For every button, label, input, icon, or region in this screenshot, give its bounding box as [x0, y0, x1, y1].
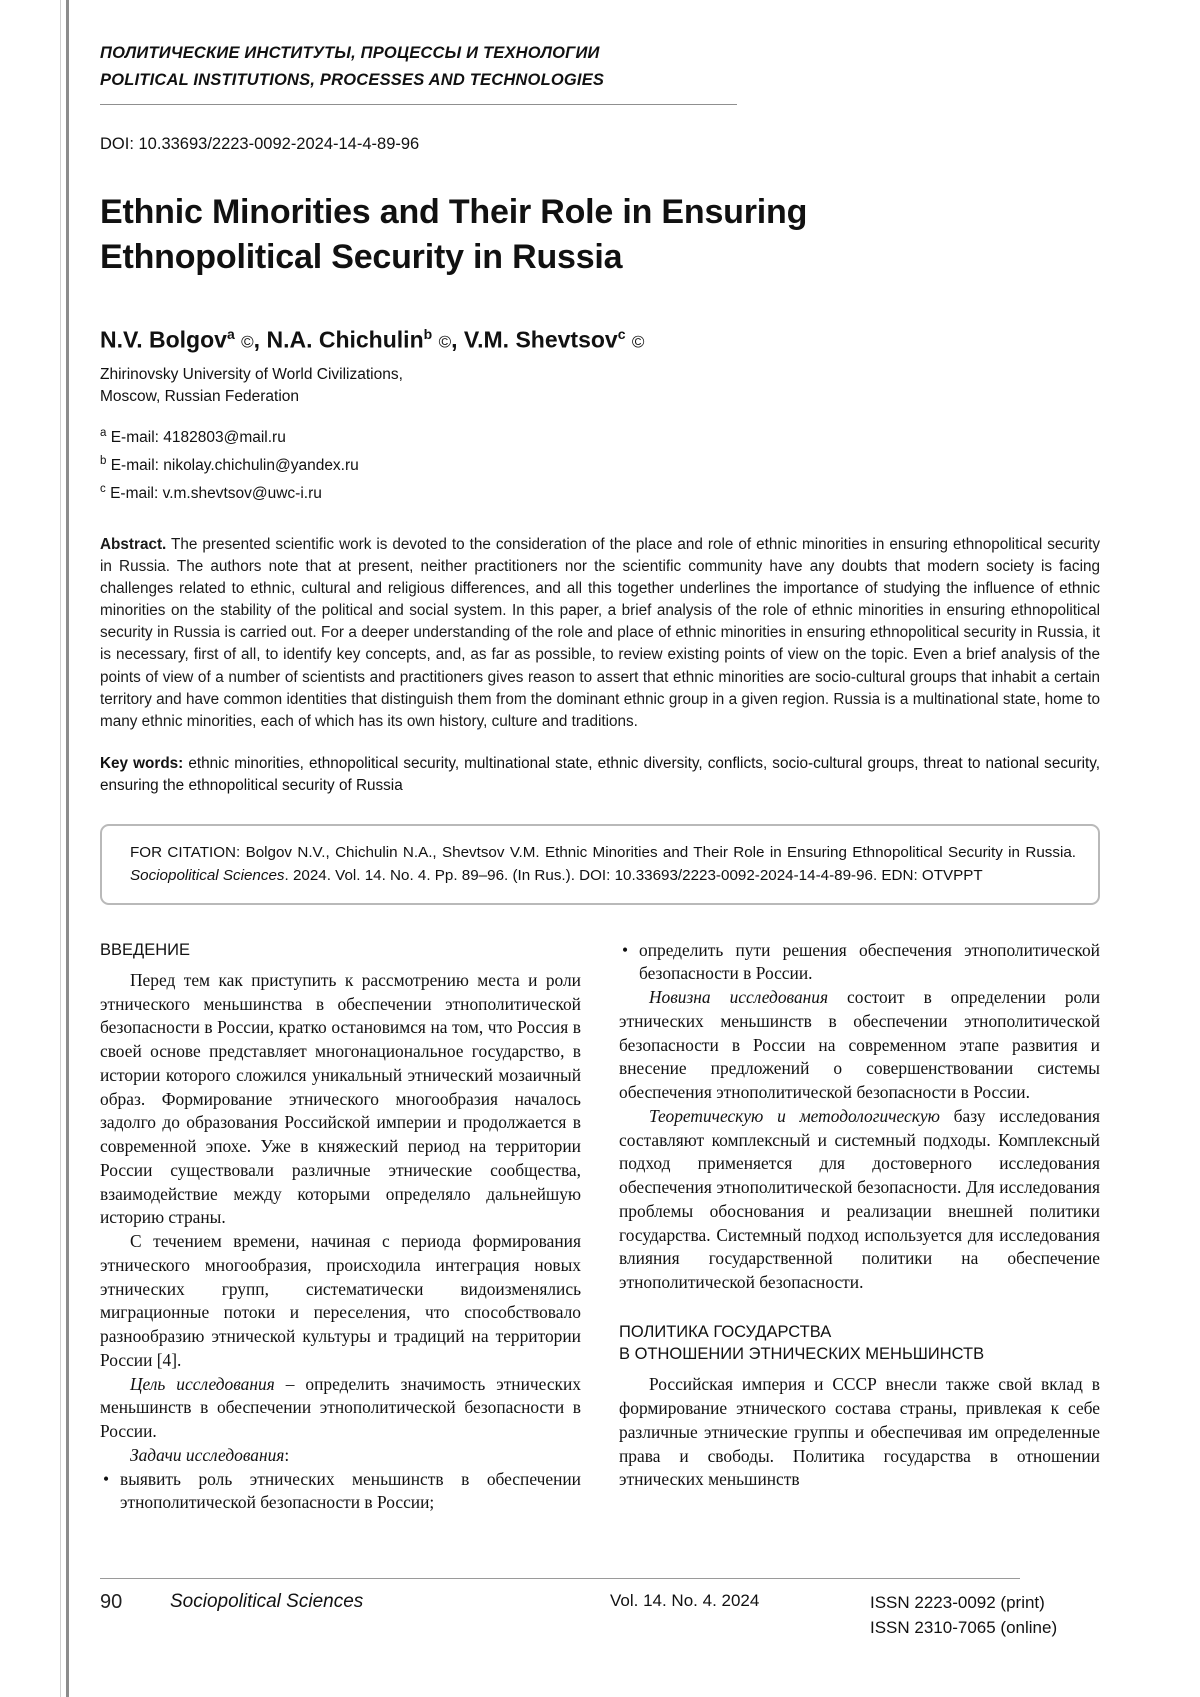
novelty-text: состоит в определении роли этнических меньшинств в обеспечении этнополитической безопасности в России на современном этапе развития и внесение предложений о совершенствовании системы обеспечения этнополитической безопасности в России. [619, 987, 1100, 1103]
goal-text: – определить значимость этнических меньшинств в обеспечении этнополитической безопасности в России. [100, 1373, 581, 1442]
abstract-text: The presented scientific work is devoted to the consideration of the place and role of ethnic minorities in ensuring ethnopolitical security in Russia. The authors note that at present, neither practitioners nor the scientific community have any doubts that modern society is facing challenges related to ethnic, cultural and religious differences, and all this together underlines the importance of studying the influence of ethnic minorities on the stability of the political and social system. In this paper, a brief analysis of the role of ethnic minorities in ensuring ethnopolitical security in Russia is carried out. For a deeper understanding of the role and place of ethnic minorities in ensuring ethnopolitical security in Russia, it is necessary, first of all, to identify key concepts, and, as far as possible, to review existing points of view on the topic. Even a brief analysis of the points of view of a number of scientists and practitioners gives reason to assert that ethnic minorities are socio-cultural groups that inhabit a certain territory and have common identities that distinguish them from the dominant ethnic group in a given region. Russia is a multinational state, home to many ethnic minorities, each of which has its own history, culture and traditions. [100, 535, 1100, 730]
affiliation-line-2: Moscow, Russian Federation [100, 388, 300, 406]
methodology-label: Теоретическую и методологическую [649, 1105, 940, 1126]
email-text-b[interactable]: E-mail: nikolay.chichulin@yandex.ru [110, 457, 359, 475]
page-left-rule-thin [60, 0, 61, 1697]
paragraph-novelty [619, 986, 1100, 1105]
page-number: 90 [100, 1591, 123, 1613]
keywords-text: ethnic minorities, ethnopolitical security, multinational state, ethnic diversity, conflicts, socio-cultural groups, threat to national security, ensuring the ethnopolitical security of Russia [100, 755, 1101, 795]
email-text-c[interactable]: E-mail: v.m.shevtsov@uwc-i.ru [110, 485, 322, 503]
email-text-a[interactable]: E-mail: 4182803@mail.ru [110, 428, 286, 446]
footer-volume-info: Vol. 14. No. 4. 2024 [610, 1591, 760, 1610]
paragraph-state-policy-1: Российская империя и СССР внесли также свой вклад в формирование этнического состава страны, привлекая к себе различные этнические группы и обеспечивая им определенные права и свободы. Политика государства в отношении этнических меньшинств [619, 1374, 1100, 1490]
novelty-label: Новизна исследования [649, 987, 829, 1008]
keywords-label: Key words: [100, 755, 184, 773]
list-item: • выявить роль этнических меньшинств в обеспечении этнополитической безопасности в России; [100, 1468, 581, 1516]
author-2-name: N.A. Chichulin [266, 326, 424, 353]
goal-label: Цель исследования [130, 1373, 275, 1394]
footer-issn [870, 1591, 1100, 1640]
tasks-list-right [619, 939, 1100, 987]
tasks-label: Задачи исследования [130, 1444, 285, 1465]
footer-journal-name: Sociopolitical Sciences [170, 1591, 364, 1612]
running-head-en: POLITICAL INSTITUTIONS, PROCESSES AND TECHNOLOGIES [100, 71, 605, 90]
footer-divider [100, 1578, 1020, 1579]
email-item-c [100, 479, 1100, 507]
tasks-colon: : [284, 1444, 290, 1465]
email-item-b [100, 451, 1100, 479]
paragraph-tasks-label [100, 1444, 581, 1468]
paragraph-intro-1: Перед тем как приступить к рассмотрению места и роли этнического меньшинства в обеспечении этнополитической безопасности в России, кратко остановимся на том, что Россия в своей основе представляет многонациональное государство, в истории которого сложился уникальный этнический мозаичный образ. Формирование этнического многообразия началось задолго до образования Российской империи и продолжается в современной эпохе. Уже в княжеский период на территории России существовали различные этнические сообщества, взаимодействие между которыми определяло дальнейшую историю страны. [100, 969, 581, 1228]
column-right [619, 939, 1100, 1516]
paragraph-intro-2: С течением времени, начиная с периода формирования этнического многообразия, происходила интеграция новых этнических групп, систематически видоизменялись миграционные потоки и переселения, что способствовало разнообразию этнической культуры и традиций на территории России [4]. [100, 1231, 581, 1370]
methodology-text: базу исследования составляют комплексный и системный подходы. Комплексный подход применяется для достоверного исследования обеспечения этнополитической безопасности. Для исследования проблемы обоснования и реализации внешней политики государства. Системный подход используется для исследования влияния государственной политики на обеспечение этнополитической безопасности. [619, 1105, 1100, 1293]
section-heading-state-policy-line-1: ПОЛИТИКА ГОСУДАРСТВА [619, 1322, 832, 1341]
keywords-block [100, 753, 1100, 797]
citation-prefix: FOR CITATION: Bolgov N.V., Chichulin N.A., Shevtsov V.M. Ethnic Minorities and Their Role in Ensuring Ethnopolitical Security in Russia. [130, 843, 1076, 861]
issn-online: ISSN 2310-7065 (online) [870, 1617, 1058, 1637]
email-item-a [100, 423, 1100, 451]
section-heading-introduction: ВВЕДЕНИЕ [100, 940, 190, 959]
list-item: • определить пути решения обеспечения этнополитической безопасности в России. [619, 939, 1100, 987]
citation-box [100, 824, 1100, 905]
email-marker-b: b [100, 455, 107, 468]
body-columns [100, 939, 1100, 1516]
page-content [100, 0, 1100, 1697]
page-left-rule [66, 0, 69, 1697]
affiliation [100, 364, 1100, 409]
author-list [100, 326, 1100, 354]
citation-suffix: . 2024. Vol. 14. No. 4. Pp. 89–96. (In Rus.). DOI: 10.33693/2223-0092-2024-14-4-89-96. EDN: OTVPPT [284, 866, 983, 884]
author-1-affil-marker: a [226, 326, 235, 343]
orcid-icon-1[interactable]: © [241, 332, 254, 352]
page-title: Ethnic Minorities and Their Role in Ensuring Ethnopolitical Security in Russia [100, 193, 808, 277]
orcid-icon-2[interactable]: © [438, 332, 452, 352]
author-3-name: V.M. Shevtsov [463, 326, 618, 353]
page-footer [100, 1578, 1100, 1640]
citation-journal: Sociopolitical Sciences [130, 866, 285, 884]
running-head [100, 0, 1100, 105]
author-1-name: N.V. Bolgov [100, 326, 227, 353]
running-head-divider [100, 104, 737, 105]
issn-print: ISSN 2223-0092 (print) [870, 1593, 1045, 1612]
paragraph-goal [100, 1373, 581, 1444]
author-separator-2: , [451, 326, 464, 353]
footer-row [100, 1591, 1100, 1640]
email-marker-a: a [100, 426, 107, 439]
abstract-label: Abstract. [100, 535, 167, 553]
abstract-block [100, 534, 1100, 734]
affiliation-line-1: Zhirinovsky University of World Civilizations, [100, 365, 403, 383]
column-left [100, 939, 581, 1516]
author-separator-1: , [253, 326, 267, 353]
email-marker-c: c [100, 483, 106, 496]
doi-line: DOI: 10.33693/2223-0092-2024-14-4-89-96 [100, 135, 420, 154]
author-3-affil-marker: c [617, 326, 626, 343]
tasks-list-left [100, 1468, 581, 1516]
email-list [100, 423, 1100, 508]
section-heading-state-policy-line-2: В ОТНОШЕНИИ ЭТНИЧЕСКИХ МЕНЬШИНСТВ [619, 1345, 985, 1364]
section-heading-state-policy [619, 1321, 1100, 1366]
author-2-affil-marker: b [423, 326, 433, 343]
orcid-icon-3[interactable]: © [631, 332, 645, 352]
running-head-ru: ПОЛИТИЧЕСКИЕ ИНСТИТУТЫ, ПРОЦЕССЫ И ТЕХНОЛОГИИ [100, 44, 600, 62]
paragraph-methodology [619, 1105, 1100, 1295]
